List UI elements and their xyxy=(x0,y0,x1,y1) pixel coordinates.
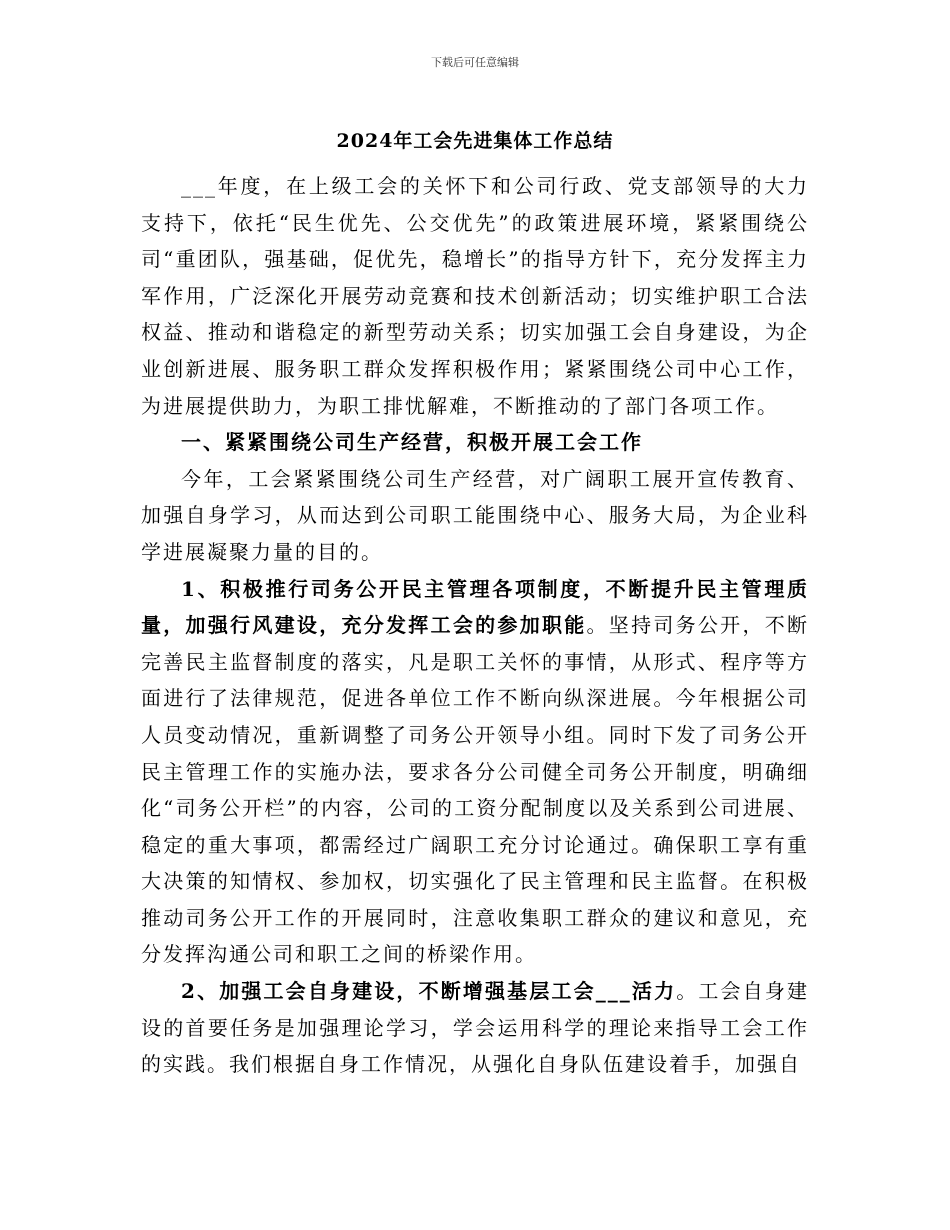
item-1-bold-lead: 1、积极推行司务公开民主管理各项制度，不断提升民主管理质量，加强行风建设，充分发挥工会的参加职能 xyxy=(141,576,809,638)
header-note: 下载后可任意编辑 xyxy=(431,56,519,69)
item-2-paragraph xyxy=(141,973,809,1083)
item-1-paragraph xyxy=(141,571,809,974)
document-body xyxy=(141,168,809,1083)
item-2-bold-lead: 2、加强工会自身建设，不断增强基层工会___活力 xyxy=(181,979,677,1004)
intro-paragraph: ___年度，在上级工会的关怀下和公司行政、党支部领导的大力支持下，依托“民生优先、公交优先”的政策进展环境，紧紧围绕公司“重团队，强基础，促优先，稳增长”的指导方针下，充分发挥主力军作用，广泛深化开展劳动竞赛和技术创新活动；切实维护职工合法权益、推动和谐稳定的新型劳动关系；切实加强工会自身建设，为企业创新进展、服务职工群众发挥积极作用；紧紧围绕公司中心工作，为进展提供助力，为职工排忧解难，不断推动的了部门各项工作。 xyxy=(141,174,809,418)
section-heading-1: 一、紧紧围绕公司生产经营，积极开展工会工作 xyxy=(181,430,643,455)
document-title: 2024年工会先进集体工作总结 xyxy=(336,130,614,152)
section-1-paragraph: 今年，工会紧紧围绕公司生产经营，对广阔职工展开宣传教育、加强自身学习，从而达到公司职工能围绕中心、服务大局，为企业科学进展凝聚力量的目的。 xyxy=(141,466,809,564)
item-2-text: 。工会自身建设的首要任务是加强理论学习，学会运用科学的理论来指导工会工作的实践。我们根据自身工作情况，从强化自身队伍建设着手，加强自 xyxy=(141,979,810,1077)
item-1-text: 。坚持司务公开，不断完善民主监督制度的落实，凡是职工关怀的事情，从形式、程序等方面进行了法律规范，促进各单位工作不断向纵深进展。今年根据公司人员变动情况，重新调整了司务公开领导小组。同时下发了司务公开民主管理工作的实施办法，要求各分公司健全司务公开制度，明确细化“司务公开栏”的内容，公司的工资分配制度以及关系到公司进展、稳定的重大事项，都需经过广阔职工充分讨论通过。确保职工享有重大决策的知情权、参加权，切实强化了民主管理和民主监督。在积极推动司务公开工作的开展同时，注意收集职工群众的建议和意见，充分发挥沟通公司和职工之间的桥梁作用。 xyxy=(141,613,810,967)
